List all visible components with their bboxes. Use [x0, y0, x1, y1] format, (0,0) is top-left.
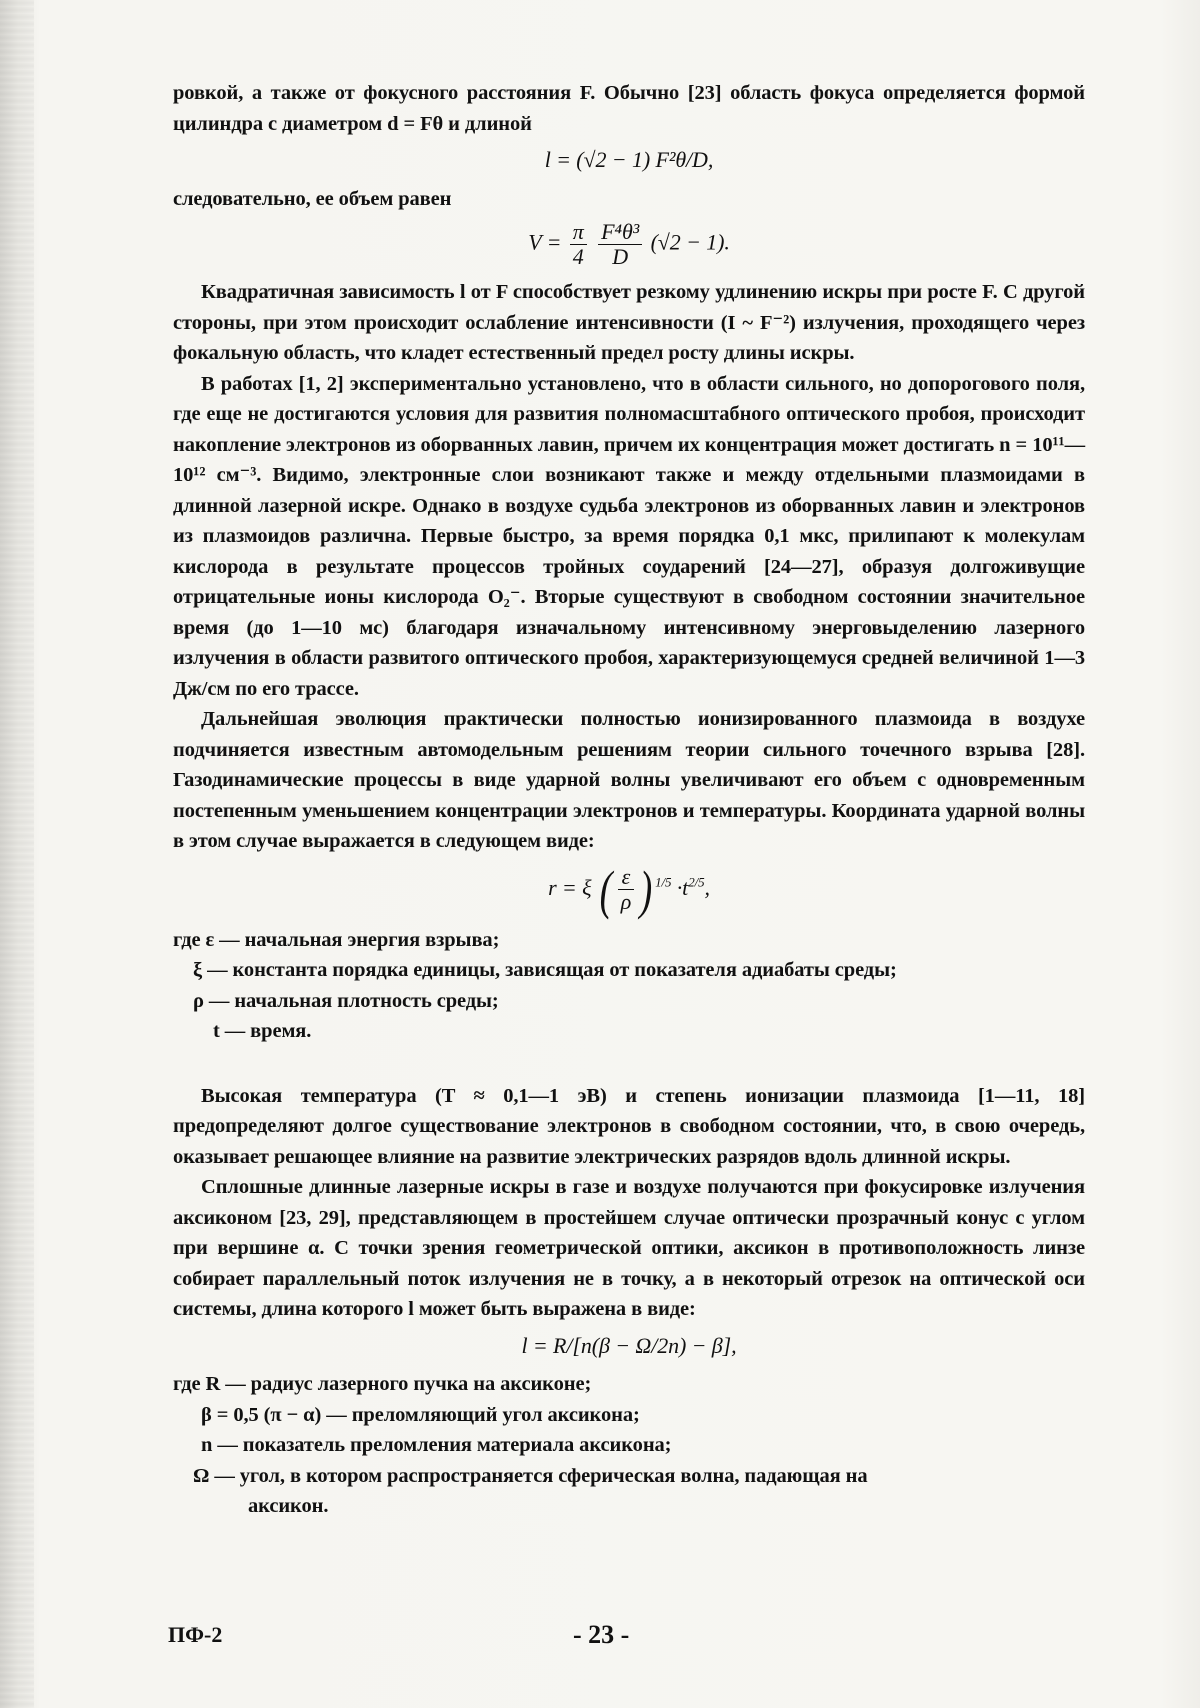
formula-spark-length: l = (√2 − 1) F²θ/D,: [544, 147, 714, 172]
fraction-eps-rho: [618, 865, 634, 914]
formula-shock-end: ,: [704, 874, 710, 900]
formula-shock-wave: [173, 859, 1085, 920]
formula-volume: [173, 220, 1085, 269]
definition-omega-continued: аксикон.: [248, 1495, 329, 1517]
exponent-1-5: 1/5: [655, 874, 672, 890]
page-number: - 23 -: [573, 1620, 630, 1649]
fraction-denominator: D: [612, 244, 628, 269]
exponent-2-5: 2/5: [688, 874, 705, 890]
paragraph-6: Высокая температура (T ≈ 0,1—1 эВ) и степень ионизации плазмоида [1—11, 18] предопределяют долгое существование электронов в свободном состоянии, что, в свою очередь, оказывает решающее влияние на развитие электрических разрядов вдоль длинной искры.: [173, 1084, 1085, 1168]
paragraph-2: следовательно, ее объем равен: [173, 187, 452, 210]
definitions-shock: [173, 925, 1085, 1047]
definition-beta: β = 0,5 (π − α) — преломляющий угол аксикона;: [201, 1403, 640, 1426]
formula-axicon-length: l = R/[n(β − Ω/2n) − β],: [521, 1332, 737, 1358]
page-footer: [168, 1622, 1088, 1662]
definition-xi: ξ — константа порядка единицы, зависящая от показателя адиабаты среды;: [193, 959, 897, 981]
fraction-denominator: 4: [572, 244, 584, 269]
paragraph-4: В работах [1, 2] экспериментально установлено, что в области сильного, но допорогового поля, где еще не достигаются условия для развития полномасштабного оптического пробоя, происходит накопление электронов из оборванных лавин, причем их концентрация может достигать n = 10¹¹—10¹² см⁻³. Видимо, электронные слои возникают также и между отдельными плазмоидами в длинной лазерной искре. Однако в воздухе судьба электронов из оборванных лавин и электронов из плазмоидов различна. Первые быстро, за время порядка 0,1 мкс, прилипают к молекулам кислорода в результате процессов тройных соударений [24—27], образуя долгоживущие отрицательные ионы кислорода O₂⁻. Вторые существуют в свободном состоянии значительное время (до 1—10 мс) благодаря изначальному интенсивному энерговыделению лазерного излучения в области развитого оптического пробоя, характеризующемуся средней величиной 1—3 Дж/см по его трассе.: [173, 372, 1085, 700]
paragraph-1: ровкой, а также от фокусного расстояния F. Обычно [23] область фокуса определяется формой цилиндра с диаметром d = Fθ и длиной: [173, 82, 1085, 135]
definition-t: t — время.: [213, 1020, 312, 1042]
fraction-numerator: ε: [618, 865, 634, 890]
definition-n: n — показатель преломления материала аксикона;: [201, 1434, 672, 1456]
scan-edge: [0, 0, 34, 1708]
formula-shock-mid: ·t: [676, 874, 689, 900]
formula-volume-tail: (√2 − 1).: [650, 229, 730, 255]
spacer: [173, 1057, 1085, 1081]
definitions-axicon: [173, 1369, 1085, 1522]
body-text: [173, 78, 1085, 1532]
fraction-f4-d: [598, 220, 642, 269]
definition-rho: ρ — начальная плотность среды;: [193, 989, 499, 1012]
paragraph-3: Квадратичная зависимость l от F способствует резкому удлинению искры при росте F. С другой стороны, при этом происходит ослабление интенсивности (I ~ F⁻²) излучения, проходящего через фокальную область, что кладет естественный предел росту длины искры.: [173, 281, 1085, 364]
signature-mark: ПФ-2: [168, 1622, 223, 1647]
definition-omega: Ω — угол, в котором распространяется сферическая волна, падающая на: [193, 1464, 868, 1487]
definition-r: где R — радиус лазерного пучка на аксиконе;: [173, 1373, 592, 1395]
left-paren: (: [599, 859, 613, 920]
formula-volume-lhs: V =: [528, 229, 567, 255]
right-paren: ): [639, 859, 653, 920]
fraction-numerator: π: [570, 220, 587, 245]
paragraph-7: Сплошные длинные лазерные искры в газе и воздухе получаются при фокусировке излучения аксиконом [23, 29], представляющем в простейшем случае оптически прозрачный конус с углом при вершине α. С точки зрения геометрической оптики, аксикон в противоположность линзе собирает параллельный поток излучения не в точку, а в некоторый отрезок на оптической оси системы, длина которого l может быть выражена в виде:: [173, 1176, 1085, 1320]
fraction-pi-4: [570, 220, 587, 269]
paragraph-5: Дальнейшая эволюция практически полностью ионизированного плазмоида в воздухе подчиняется известным автомодельным решениям теории сильного точечного взрыва [28]. Газодинамические процессы в виде ударной волны увеличивают его объем с одновременным постепенным уменьшением концентрации электронов и температуры. Координата ударной волны в этом случае выражается в следующем виде:: [173, 708, 1085, 852]
definition-epsilon: где ε — начальная энергия взрыва;: [173, 928, 500, 951]
fraction-denominator: ρ: [620, 889, 632, 914]
formula-shock-lhs: r = ξ: [548, 874, 592, 900]
fraction-numerator: F⁴θ³: [598, 220, 642, 245]
